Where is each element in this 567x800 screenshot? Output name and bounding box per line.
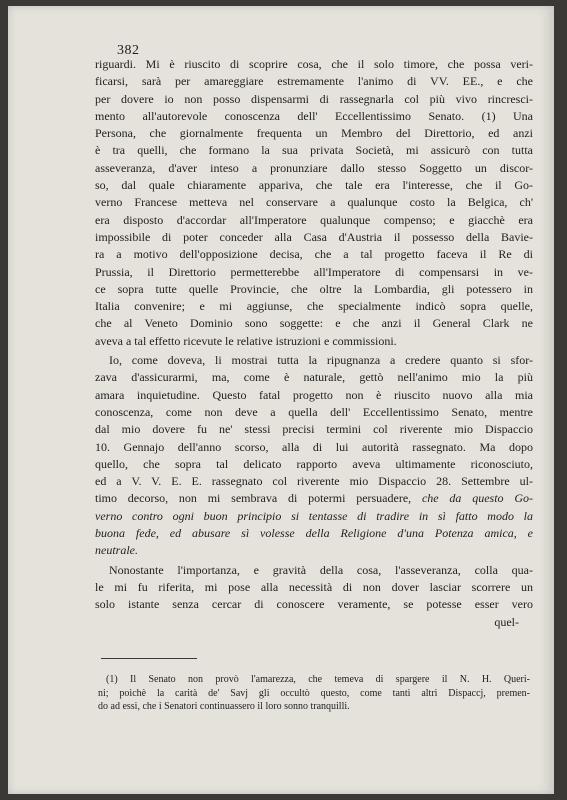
text-line: è tra quelli, che formano la sua privata Società, mi assicurò con tutta: [95, 143, 533, 158]
text-line: ce sopra tutte quelle Provincie, che oltre la Lombardia, gli potessero in: [95, 281, 533, 296]
text-line: solo istante senza cercar di conoscere veramente, se potesse esser vero: [95, 597, 533, 612]
text-line: impossibile di poter conceder alla Casa d'Austria il possesso della Bavie-: [95, 229, 533, 244]
footnote: [98, 673, 530, 714]
text-line: so, dal quale chiaramente appariva, che tale era l'interesse, che il Go-: [95, 178, 533, 193]
text-line: ra a motivo dell'opposizione decisa, che a tal progetto faceva il Re di: [95, 247, 533, 262]
text-line: dal mio dovere fu ne' stessi precisi termini col riverente mio Dispaccio: [95, 422, 533, 437]
text-line: buona fede, ed abusare sì volesse della Religione d'una Potenza amica, e: [95, 526, 533, 541]
text-line: aveva a tal effetto ricevute le relative istruzioni e commissioni.: [95, 333, 397, 348]
text-line: Italia convenire; e mi aggiunse, che specialmente indicò sopra quelle,: [95, 299, 533, 314]
text-line: zava d'assicurarmi, ma, come è naturale, gettò nell'animo mio la più: [95, 370, 533, 385]
book-page: [8, 6, 554, 794]
text-line-start: timo decorso, non mi sembrava di potermi persuadere,: [95, 491, 412, 506]
footnote-line: do ad essi, che i Senatori continuassero il loro sonno tranquilli.: [98, 701, 350, 712]
text-line: Prussia, il Direttorio permetterebbe all'Imperatore di compensarsi in ve-: [95, 264, 533, 279]
text-line: asseveranza, d'aver inteso a pronunziare dallo stesso Soggetto un discor-: [95, 160, 533, 175]
footnote-line: (1) Il Senato non provò l'amarezza, che temeva di spargere il N. H. Queri-: [106, 674, 530, 685]
page-number: 382: [117, 43, 140, 58]
text-line: conoscenza, come non deve a quella dell' Eccellentissimo Senato, mentre: [95, 404, 533, 419]
text-line: le mi fu riferita, mi pose alla necessità di non dover lasciar scorrere un: [95, 579, 533, 594]
text-line: che al Veneto Dominio sono soggette: e che anzi il General Clark ne: [95, 316, 533, 331]
text-line: verno contro ogni buon principio si tentasse di tradire in sì fatto modo la: [95, 508, 533, 523]
text-line: neutrale.: [95, 543, 138, 558]
text-line: 10. Gennajo dell'anno scorso, alla di lui autorità rassegnato. Ma dopo: [95, 439, 533, 454]
text-line: quello, che sopra tal delicato rapporto aveva ultimamente riconosciuto,: [95, 456, 533, 471]
text-line: [95, 490, 533, 507]
footnote-line: ni; poichè la carità de' Savj gli occultò questo, come tanti altri Dispaccj, premen-: [98, 687, 530, 699]
text-line: amara inquietudine. Questo fatal progetto non è riuscito nuovo alla mia: [95, 387, 533, 402]
footnote-divider: [101, 658, 197, 659]
text-line: ficarsi, sarà per amareggiare estremamente l'animo di VV. EE., e che: [95, 74, 533, 89]
text-line: mento all'autorevole conoscenza dell' Eccellentissimo Senato. (1) Una: [95, 108, 533, 123]
text-line: Persona, che giornalmente frequenta un Membro del Direttorio, ed anzi: [95, 126, 533, 141]
main-text: [95, 56, 533, 631]
italic-passage: che da questo Go-: [421, 491, 533, 506]
text-line: Nonostante l'importanza, e gravità della cosa, l'asseveranza, colla qua-: [109, 562, 533, 577]
text-line: per dovere io non posso dispensarmi di rassegnarla col più vivo rincresci-: [95, 91, 533, 106]
text-line: era disposto d'accordar all'Imperatore qualunque compenso; e giacchè era: [95, 212, 533, 227]
text-line: ed a V. V. E. E. rassegnato col riverente mio Dispaccio 28. Settembre ul-: [95, 474, 533, 489]
text-line: Io, come doveva, li mostrai tutta la ripugnanza a credere quanto si sfor-: [109, 353, 533, 368]
text-line: riguardi. Mi è riuscito di scoprire cosa, che il solo timore, che possa veri-: [95, 57, 533, 71]
catchword: quel-: [494, 614, 519, 629]
text-line: verno Francese metteva nel conservare a qualunque costo la Belgica, ch': [95, 195, 533, 210]
